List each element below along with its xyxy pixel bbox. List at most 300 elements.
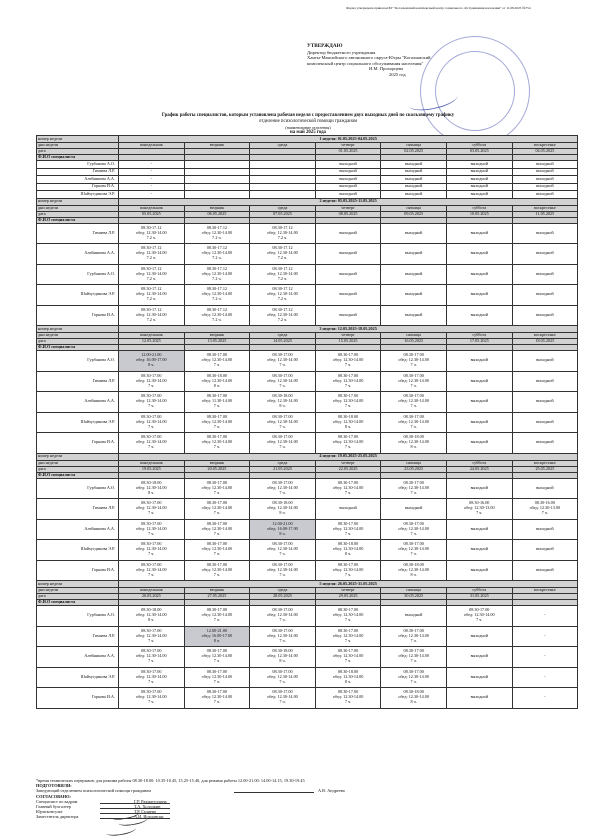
shift-line: 08.30-17.00 — [403, 627, 424, 633]
shift-line: 7 ч. — [279, 489, 286, 495]
shift-line: 7 ч. — [213, 571, 221, 577]
date-header: 14.05.2025 — [250, 339, 316, 345]
schedule-cell — [315, 667, 381, 688]
day-name-header: пятница — [381, 460, 447, 466]
shift-line: 08.30-17.00 — [403, 413, 424, 419]
shift-line: 7.2 ч. — [146, 316, 157, 322]
title-line-4: на май 2025 года — [290, 130, 326, 136]
shift-line: 08.30-17.00 — [337, 561, 359, 567]
schedule-cell: выходной — [446, 392, 512, 413]
approval-line: Ханты-Мансийского автономного округа-Югры "Когалымский — [307, 55, 431, 61]
schedule-cell — [250, 540, 316, 561]
day-name-header: понедельник — [119, 333, 185, 339]
schedule-cell — [119, 285, 185, 306]
shift-line: 08.30-17.00 — [337, 434, 359, 440]
schedule-cell — [250, 223, 316, 244]
schedule-cell — [184, 168, 250, 176]
schedule-cell — [250, 519, 316, 540]
schedule-cell: выходной — [446, 305, 512, 326]
shift-line: обед: 12.30-14.00 — [332, 546, 364, 552]
agreed-name: А.И. Иордански — [134, 814, 164, 820]
shift-line: обед: 12.30-14.00 — [267, 694, 298, 700]
employee-name: Гурбанова А.О. — [37, 351, 119, 372]
date-header: 30.05.2025 — [381, 594, 447, 600]
agreed-label: СОГЛАСОВАНО: — [36, 793, 71, 799]
schedule-cell — [446, 499, 512, 520]
day-name-header: пятница — [381, 143, 447, 149]
employee-name: Гурбанова А.О. — [37, 161, 119, 169]
schedule-cell: выходной — [315, 183, 381, 191]
employee-row — [37, 285, 578, 306]
week-number-label: номер недели — [37, 136, 119, 143]
shift-line: обед: 12.30-14.00 — [136, 311, 167, 317]
shift-line: 7 ч. — [279, 362, 286, 368]
day-name-header: пятница — [381, 205, 447, 211]
employee-name: Гурбанова А.О. — [37, 606, 119, 627]
shift-line: обед: 12.30-14.00 — [201, 484, 233, 490]
day-week-label: дни недели — [37, 460, 119, 466]
day-name-header: вторник — [184, 460, 250, 466]
shift-line: обед: 12.30-14.00 — [267, 357, 298, 363]
schedule-cell: выходной — [381, 264, 447, 285]
schedule-cell — [119, 606, 185, 627]
shift-line: 7 ч. — [344, 617, 352, 623]
shift-line: обед: 12.30-14.00 — [201, 505, 233, 511]
shift-line: обед: 12.30-14.00 — [398, 418, 429, 424]
date-label: дата — [37, 466, 119, 472]
shift-line: 08.30-17.12 — [206, 245, 228, 251]
day-name-header: среда — [250, 205, 316, 211]
employee-name: Гимаева Л.Р. — [37, 626, 119, 647]
date-header: 29.05.2025 — [315, 594, 381, 600]
shift-line: обед: 12.30-14.00 — [398, 632, 429, 638]
shift-line: обед: 12.30-14.00 — [201, 546, 233, 552]
employee-row — [37, 688, 578, 709]
shift-line: обед: 12.30-14.00 — [398, 525, 429, 531]
shift-line: 08.30-16.00 — [469, 500, 490, 506]
shift-line: 7.2 ч. — [277, 275, 288, 281]
shift-line: обед: 16.00-17.00 — [267, 525, 298, 531]
day-name-header: суббота — [446, 588, 512, 594]
shift-line: обед: 12.30-14.00 — [332, 566, 364, 572]
employee-row — [37, 176, 578, 184]
employee-name: Гурбанова А.О. — [37, 478, 119, 499]
schedule-cell — [184, 519, 250, 540]
schedule-cell: выходной — [446, 264, 512, 285]
shift-line: обед: 12.30-14.00 — [136, 229, 167, 235]
shift-line: обед: 12.30-14.00 — [136, 525, 167, 531]
shift-line: 7.2 ч. — [277, 316, 288, 322]
employee-row — [37, 161, 578, 169]
shift-line: 7 ч. — [344, 530, 352, 536]
shift-line: 08.30-17.00 — [206, 520, 228, 526]
shift-line: 7 ч. — [213, 530, 221, 536]
schedule-cell — [250, 244, 316, 265]
week-header-row — [37, 581, 578, 588]
employee-name: Алейникова А.А. — [37, 392, 119, 413]
employee-row — [37, 244, 578, 265]
week-title: 1 неделя: 01.05.2025-04.05.2025 — [119, 136, 578, 143]
employee-row — [37, 264, 578, 285]
schedule-cell: выходной — [512, 519, 578, 540]
shift-line: 7 ч. — [148, 444, 155, 450]
shift-line: 8 ч. — [279, 403, 286, 409]
approval-header: УТВЕРЖДАЮ — [307, 43, 343, 49]
week-number-label: номер недели — [37, 326, 119, 333]
shift-line: обед: 12.30-14.00 — [398, 566, 429, 572]
week-title: 2 неделя: 05.05.2025-11.05.2025 — [119, 198, 578, 205]
schedule-cell — [315, 519, 381, 540]
schedule-cell — [184, 191, 250, 199]
shift-line: 08.30-17.00 — [272, 434, 293, 440]
prepared-label: ПОДГОТОВИЛИ: — [36, 783, 72, 789]
employee-name: Алейникова А.А. — [37, 176, 119, 184]
shift-line: 08.30-18.00 — [206, 372, 228, 378]
week-title: 3 неделя: 12.05.2025-18.05.2025 — [119, 326, 578, 333]
date-header: 19.05.2025 — [119, 466, 185, 472]
schedule-cell — [381, 433, 447, 454]
date-header: 25.05.2025 — [512, 466, 578, 472]
shift-line: 7 ч. — [344, 362, 352, 368]
shift-line: 8 ч. — [148, 489, 155, 495]
title-line-2: отделение психологической помощи гражданам — [259, 118, 357, 124]
schedule-cell — [184, 176, 250, 184]
schedule-cell — [381, 688, 447, 709]
schedule-cell — [250, 176, 316, 184]
shift-line: 08.30-18.00 — [337, 413, 359, 419]
shift-line: 08.30-17.00 — [337, 393, 359, 399]
schedule-cell: выходной — [512, 412, 578, 433]
week-number-label: номер недели — [37, 453, 119, 460]
shift-line: 7 ч. — [279, 678, 286, 684]
shift-line: 7 ч. — [213, 678, 221, 684]
shift-line: 08.30-17.00 — [206, 561, 228, 567]
schedule-cell — [315, 626, 381, 647]
shift-line: 08.30-17.00 — [206, 648, 228, 654]
shift-line: 7 ч. — [476, 617, 483, 623]
shift-line: обед: 12.30-14.00 — [201, 377, 233, 383]
employee-row — [37, 305, 578, 326]
schedule-cell — [250, 191, 316, 199]
week-number-label: номер недели — [37, 198, 119, 205]
shift-line: 7 ч. — [344, 489, 352, 495]
shift-line: 08.30-17.00 — [337, 627, 359, 633]
shift-line: 08.30-17.00 — [337, 372, 359, 378]
shift-line: 8 ч. — [279, 658, 286, 664]
employee-row — [37, 371, 578, 392]
schedule-cell — [119, 667, 185, 688]
shift-line: 08.30-17.00 — [337, 352, 359, 358]
schedule-cell — [381, 519, 447, 540]
day-name-header: вторник — [184, 143, 250, 149]
schedule-cell — [184, 560, 250, 581]
shift-line: обед: 12.30-13.00 — [529, 505, 561, 511]
shift-line: обед: 12.30-14.00 — [201, 439, 233, 445]
schedule-cell — [250, 647, 316, 668]
shift-line: 7 ч. — [279, 617, 286, 623]
shift-line: 12.00-21.00 — [272, 520, 293, 526]
shift-line: 12.00-21.00 — [141, 352, 162, 358]
employee-row — [37, 540, 578, 561]
shift-line: обед: 12.30-14.00 — [332, 694, 364, 700]
shift-line: обед: 12.30-14.00 — [267, 377, 298, 383]
prepared-role: Заведующий отделением психологической помощи гражданам — [36, 788, 151, 794]
schedule-cell — [250, 351, 316, 372]
shift-line: 7 ч. — [344, 382, 352, 388]
employee-name: Алейникова А.А. — [37, 647, 119, 668]
shift-line: 08.30-17.00 — [206, 668, 228, 674]
date-header: 16.05.2025 — [381, 339, 447, 345]
document-footer — [36, 778, 596, 820]
day-name-header: среда — [250, 460, 316, 466]
schedule-cell — [250, 688, 316, 709]
employee-row — [37, 478, 578, 499]
shift-line: обед: 12.30-14.00 — [332, 525, 364, 531]
schedule-cell: выходной — [512, 264, 578, 285]
shift-line: обед: 12.30-14.00 — [398, 439, 429, 445]
schedule-cell — [381, 560, 447, 581]
day-week-label: дни недели — [37, 143, 119, 149]
schedule-cell: выходной — [381, 223, 447, 244]
schedule-cell — [381, 392, 447, 413]
fio-label: Ф.И.О специалиста — [37, 600, 119, 606]
week-header-row — [37, 326, 578, 333]
shift-line: обед: 12.30-14.00 — [398, 694, 429, 700]
shift-line: обед: 12.30-14.00 — [267, 418, 298, 424]
shift-line: 7.2 ч. — [146, 255, 157, 261]
shift-line: 7 ч. — [148, 658, 155, 664]
shift-line: 08.30-17.12 — [272, 224, 293, 230]
schedule-cell — [119, 244, 185, 265]
schedule-cell — [119, 560, 185, 581]
shift-line: 7 ч. — [213, 658, 221, 664]
schedule-cell: - — [119, 191, 185, 199]
schedule-cell: выходной — [315, 176, 381, 184]
shift-line: обед: 12.30-13.00 — [463, 505, 495, 511]
shift-line: 08.30-17.00 — [469, 607, 490, 613]
schedule-cell: выходной — [381, 191, 447, 199]
shift-line: обед: 12.30-14.00 — [463, 612, 495, 618]
schedule-cell: выходной — [446, 647, 512, 668]
schedule-cell: выходной — [381, 183, 447, 191]
schedule-cell — [315, 412, 381, 433]
schedule-cell: выходной — [512, 223, 578, 244]
shift-line: 08.30-18.00 — [141, 607, 162, 613]
prepared-name: А.В. Андреева — [318, 788, 345, 794]
shift-line: обед: 12.30-14.00 — [332, 484, 364, 490]
date-label: дата — [37, 149, 119, 155]
day-name-header: вторник — [184, 588, 250, 594]
week-title: 5 неделя: 26.05.2025-31.05.2025 — [119, 581, 578, 588]
shift-line: 8 ч. — [213, 637, 221, 643]
shift-line: 7 ч. — [410, 489, 417, 495]
date-label: дата — [37, 339, 119, 345]
schedule-cell — [119, 412, 185, 433]
shift-line: 08.30-17.12 — [141, 306, 162, 312]
shift-line: 08.30-17.00 — [141, 689, 162, 695]
shift-line: обед: 16.00-17.00 — [136, 357, 167, 363]
schedule-cell: выходной — [315, 191, 381, 199]
shift-line: 08.30-17.12 — [206, 224, 228, 230]
agreed-name: Т.А. Холодкин — [134, 803, 161, 809]
date-header: 08.05.2025 — [315, 211, 381, 217]
schedule-cell — [184, 161, 250, 169]
schedule-cell — [119, 540, 185, 561]
shift-line: 7 ч. — [148, 699, 155, 705]
schedule-cell — [315, 606, 381, 627]
schedule-cell — [184, 305, 250, 326]
shift-line: 08.30-17.00 — [337, 648, 359, 654]
schedule-cell: выходной — [381, 499, 447, 520]
day-name-header: суббота — [446, 143, 512, 149]
day-week-label: дни недели — [37, 333, 119, 339]
schedule-cell: выходной — [446, 183, 512, 191]
shift-line: 08.30-17.00 — [272, 627, 293, 633]
date-header: 09.05.2025 — [381, 211, 447, 217]
shift-line: 08.30-17.00 — [337, 479, 359, 485]
schedule-cell: - — [119, 161, 185, 169]
shift-line: 08.30-17.00 — [141, 648, 162, 654]
date-header: 26.05.2025 — [119, 594, 185, 600]
day-name-header: понедельник — [119, 143, 185, 149]
date-header: 10.05.2025 — [446, 211, 512, 217]
shift-line: обед: 12.30-14.00 — [398, 377, 429, 383]
day-name-header: среда — [250, 333, 316, 339]
schedule-cell: выходной — [315, 168, 381, 176]
shift-line: 7.2 ч. — [277, 296, 288, 302]
date-header: 18.05.2025 — [512, 339, 578, 345]
shift-line: 08.30-17.00 — [206, 413, 228, 419]
schedule-cell — [184, 626, 250, 647]
schedule-cell: выходной — [512, 176, 578, 184]
date-header: 06.05.2025 — [184, 211, 250, 217]
shift-line: 7 ч. — [213, 423, 221, 429]
schedule-cell — [250, 667, 316, 688]
shift-line: 08.30-17.00 — [206, 541, 228, 547]
employee-row — [37, 351, 578, 372]
employee-row — [37, 183, 578, 191]
prepared-row — [36, 788, 596, 793]
day-name-header: четверг — [315, 333, 381, 339]
shift-line: обед: 12.30-14.00 — [267, 291, 298, 297]
schedule-cell: выходной — [315, 305, 381, 326]
schedule-cell — [184, 647, 250, 668]
shift-line: 08.30-17.00 — [272, 689, 293, 695]
shift-line: 7 ч. — [213, 444, 221, 450]
week-header-row — [37, 198, 578, 205]
shift-line: обед: 12.30-14.00 — [201, 270, 233, 276]
date-header: 03.05.2025 — [446, 149, 512, 155]
shift-line: обед: 12.30-14.00 — [332, 653, 364, 659]
schedule-cell: выходной — [446, 371, 512, 392]
schedule-cell: выходной — [446, 560, 512, 581]
schedule-cell: выходной — [446, 244, 512, 265]
shift-line: 8 ч. — [213, 382, 221, 388]
shift-line: 08.30-17.00 — [403, 648, 424, 654]
shift-line: 08.30-17.00 — [403, 372, 424, 378]
schedule-cell: выходной — [315, 244, 381, 265]
shift-line: обед: 12.30-14.00 — [332, 439, 364, 445]
shift-line: обед: 12.30-14.00 — [201, 291, 233, 297]
schedule-cell — [381, 647, 447, 668]
schedule-cell: - — [512, 667, 578, 688]
employee-name: Гимаева Л.Р. — [37, 168, 119, 176]
shift-line: обед: 11.30-14.00 — [201, 398, 233, 404]
schedule-cell: выходной — [512, 244, 578, 265]
schedule-cell — [250, 264, 316, 285]
fio-label: Ф.И.О специалиста — [37, 472, 119, 478]
shift-line: обед: 12.30-14.00 — [332, 418, 364, 424]
shift-line: 7.2 ч. — [277, 255, 288, 261]
shift-line: обед: 12.30-14.00 — [267, 612, 298, 618]
shift-line: обед: 12.30-14.00 — [136, 291, 167, 297]
schedule-cell: выходной — [512, 168, 578, 176]
schedule-cell — [250, 606, 316, 627]
day-name-header: суббота — [446, 333, 512, 339]
schedule-cell: выходной — [315, 264, 381, 285]
employee-row — [37, 191, 578, 199]
date-header: 07.05.2025 — [250, 211, 316, 217]
day-name-header: четверг — [315, 205, 381, 211]
shift-line: 8 ч. — [148, 617, 155, 623]
shift-line: 08.30-17.12 — [141, 265, 162, 271]
shift-line: обед: 12.30-14.00 — [201, 418, 233, 424]
employee-row — [37, 168, 578, 176]
shift-line: обед: 12.30-14.00 — [332, 377, 364, 383]
schedule-cell: выходной — [512, 433, 578, 454]
schedule-cell — [250, 305, 316, 326]
day-name-header: воскресенье — [512, 333, 578, 339]
approval-block — [307, 44, 597, 78]
shift-line: 08.30-17.12 — [272, 306, 293, 312]
shift-line: обед: 12.30-14.00 — [201, 357, 233, 363]
schedule-cell — [315, 351, 381, 372]
schedule-cell: выходной — [381, 244, 447, 265]
title-line-3: (наименование отделения) — [285, 124, 331, 130]
schedule-cell — [512, 499, 578, 520]
shift-line: 8 ч. — [344, 551, 352, 557]
schedule-cell: - — [512, 688, 578, 709]
schedule-cell — [381, 540, 447, 561]
shift-line: 7 ч. — [148, 423, 155, 429]
schedule-cell: - — [119, 168, 185, 176]
shift-line: 08.30-17.00 — [141, 561, 162, 567]
shift-line: обед: 12.30-14.00 — [201, 250, 233, 256]
shift-line: 7 ч. — [148, 571, 155, 577]
date-label: дата — [37, 211, 119, 217]
shift-line: 08.30-17.00 — [337, 607, 359, 613]
shift-line: 08.30-17.00 — [206, 689, 228, 695]
day-name-header: пятница — [381, 588, 447, 594]
schedule-cell — [250, 371, 316, 392]
day-name-header: пятница — [381, 333, 447, 339]
shift-line: обед: 12.30-14.00 — [267, 484, 298, 490]
shift-line: 7.2 ч. — [212, 234, 222, 240]
date-header: 04.05.2025 — [512, 149, 578, 155]
day-name-header: понедельник — [119, 460, 185, 466]
form-approval-note: Форма утверждена приказом БУ "Когалымский комплексный центр социального обслуживания населения" от 11.08.2025 №754 — [346, 6, 531, 10]
shift-line: обед: 12.30-14.00 — [267, 250, 298, 256]
date-header: 11.05.2025 — [512, 211, 578, 217]
shift-line: 7 ч. — [148, 551, 155, 557]
schedule-cell — [184, 285, 250, 306]
schedule-cell — [184, 499, 250, 520]
shift-line: обед: 12.30-14.00 — [267, 270, 298, 276]
schedule-cell: выходной — [512, 540, 578, 561]
schedule-cell: выходной — [315, 161, 381, 169]
schedule-cell — [381, 351, 447, 372]
shift-line: 08.30-17.12 — [272, 265, 293, 271]
